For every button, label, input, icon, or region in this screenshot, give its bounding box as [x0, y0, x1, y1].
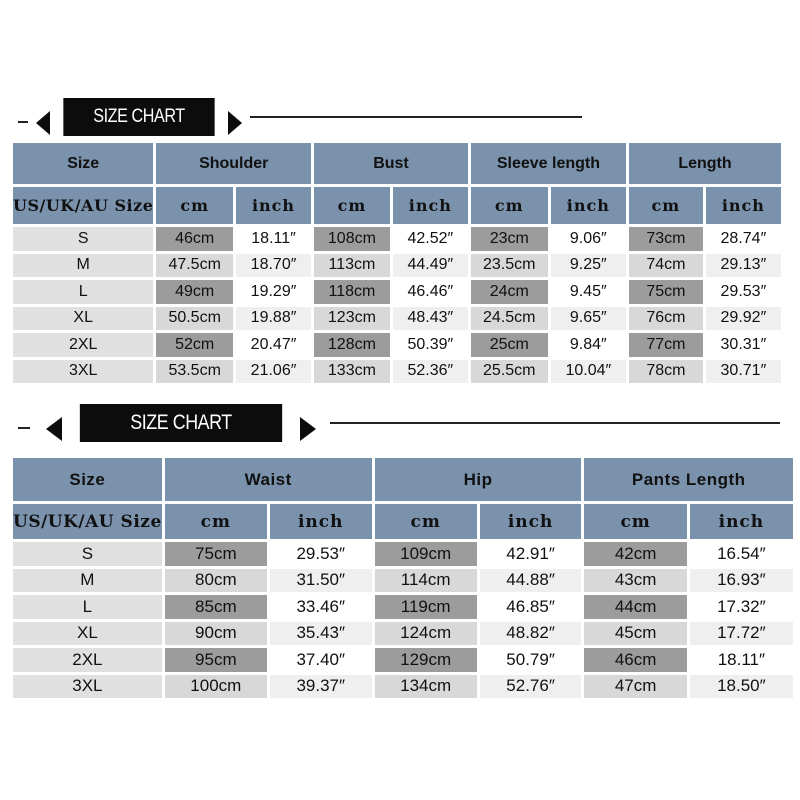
table-row: [13, 622, 793, 646]
banner-ribbon-right: [300, 417, 316, 441]
cm-value-cell: 73cm: [629, 227, 703, 251]
inch-value-cell: 29.92″: [706, 307, 781, 331]
inch-value-cell: 29.53″: [706, 280, 781, 304]
hip-header: Hip: [375, 458, 582, 501]
cm-value-cell: 46cm: [156, 227, 233, 251]
cm-value-cell: 24.5cm: [471, 307, 548, 331]
cm-value-cell: 133cm: [314, 360, 390, 384]
bottom-size-table: [10, 455, 796, 701]
cm-value-cell: 95cm: [165, 648, 267, 672]
cm-value-cell: 114cm: [375, 569, 477, 593]
inch-header: inch: [690, 504, 793, 539]
inch-value-cell: 9.65″: [551, 307, 626, 331]
cm-value-cell: 85cm: [165, 595, 267, 619]
cm-value-cell: 74cm: [629, 254, 703, 278]
inch-value-cell: 17.32″: [690, 595, 793, 619]
cm-value-cell: 23cm: [471, 227, 548, 251]
table-row: [13, 227, 781, 251]
subheader-row: [13, 187, 781, 224]
inch-value-cell: 18.50″: [690, 675, 793, 699]
inch-header: inch: [706, 187, 781, 224]
size-cell: XL: [13, 622, 162, 646]
length-header: Length: [629, 143, 781, 184]
inch-value-cell: 30.71″: [706, 360, 781, 384]
size-cell: 2XL: [13, 333, 153, 357]
banner-title: SIZE CHART: [63, 98, 214, 136]
table-row: [13, 280, 781, 304]
inch-value-cell: 16.93″: [690, 569, 793, 593]
size-chart-banner-bottom: [0, 404, 800, 454]
inch-value-cell: 10.04″: [551, 360, 626, 384]
inch-value-cell: 50.79″: [480, 648, 582, 672]
waist-header: Waist: [165, 458, 372, 501]
table-row: [13, 542, 793, 566]
inch-value-cell: 48.82″: [480, 622, 582, 646]
size-cell: S: [13, 542, 162, 566]
banner-rule: [250, 116, 582, 118]
inch-value-cell: 30.31″: [706, 333, 781, 357]
inch-value-cell: 52.76″: [480, 675, 582, 699]
cm-value-cell: 109cm: [375, 542, 477, 566]
cm-value-cell: 25cm: [471, 333, 548, 357]
cm-header: cm: [584, 504, 686, 539]
inch-header: inch: [551, 187, 626, 224]
cm-value-cell: 75cm: [629, 280, 703, 304]
cm-value-cell: 43cm: [584, 569, 686, 593]
table-row: [13, 254, 781, 278]
cm-value-cell: 129cm: [375, 648, 477, 672]
cm-value-cell: 75cm: [165, 542, 267, 566]
cm-value-cell: 77cm: [629, 333, 703, 357]
cm-value-cell: 53.5cm: [156, 360, 233, 384]
inch-value-cell: 44.88″: [480, 569, 582, 593]
cm-value-cell: 42cm: [584, 542, 686, 566]
inch-value-cell: 31.50″: [270, 569, 372, 593]
cm-value-cell: 52cm: [156, 333, 233, 357]
cm-value-cell: 23.5cm: [471, 254, 548, 278]
cm-value-cell: 100cm: [165, 675, 267, 699]
cm-value-cell: 49cm: [156, 280, 233, 304]
inch-value-cell: 39.37″: [270, 675, 372, 699]
bust-header: Bust: [314, 143, 468, 184]
cm-value-cell: 24cm: [471, 280, 548, 304]
inch-header: inch: [480, 504, 582, 539]
cm-value-cell: 119cm: [375, 595, 477, 619]
cm-value-cell: 44cm: [584, 595, 686, 619]
table-row: [13, 595, 793, 619]
table-row: [13, 569, 793, 593]
size-cell: 3XL: [13, 675, 162, 699]
cm-header: cm: [629, 187, 703, 224]
inch-value-cell: 9.06″: [551, 227, 626, 251]
table-row: [13, 333, 781, 357]
inch-value-cell: 18.70″: [236, 254, 311, 278]
us-uk-au-size-header: US/UK/AU Size: [13, 187, 153, 224]
banner-ribbon-right: [228, 111, 242, 135]
cm-value-cell: 46cm: [584, 648, 686, 672]
cm-value-cell: 25.5cm: [471, 360, 548, 384]
inch-value-cell: 44.49″: [393, 254, 468, 278]
inch-value-cell: 19.29″: [236, 280, 311, 304]
size-cell: L: [13, 595, 162, 619]
cm-value-cell: 123cm: [314, 307, 390, 331]
header-row: [13, 458, 793, 501]
inch-value-cell: 35.43″: [270, 622, 372, 646]
banner-ribbon-left: [46, 417, 62, 441]
cm-header: cm: [156, 187, 233, 224]
cm-value-cell: 50.5cm: [156, 307, 233, 331]
pants-length-header: Pants Length: [584, 458, 793, 501]
cm-value-cell: 78cm: [629, 360, 703, 384]
inch-value-cell: 9.84″: [551, 333, 626, 357]
inch-value-cell: 33.46″: [270, 595, 372, 619]
cm-value-cell: 47.5cm: [156, 254, 233, 278]
cm-value-cell: 47cm: [584, 675, 686, 699]
inch-value-cell: 42.91″: [480, 542, 582, 566]
cm-value-cell: 128cm: [314, 333, 390, 357]
cm-value-cell: 80cm: [165, 569, 267, 593]
size-header: Size: [13, 143, 153, 184]
top-size-table: [10, 140, 784, 386]
banner-dash-left: [18, 121, 28, 123]
cm-value-cell: 45cm: [584, 622, 686, 646]
inch-value-cell: 46.85″: [480, 595, 582, 619]
inch-value-cell: 50.39″: [393, 333, 468, 357]
size-cell: XL: [13, 307, 153, 331]
cm-value-cell: 134cm: [375, 675, 477, 699]
banner-rule: [330, 422, 780, 424]
shoulder-header: Shoulder: [156, 143, 311, 184]
cm-value-cell: 124cm: [375, 622, 477, 646]
table-row: [13, 648, 793, 672]
cm-value-cell: 108cm: [314, 227, 390, 251]
inch-value-cell: 37.40″: [270, 648, 372, 672]
size-cell: 2XL: [13, 648, 162, 672]
table-row: [13, 307, 781, 331]
size-cell: M: [13, 569, 162, 593]
cm-header: cm: [314, 187, 390, 224]
inch-header: inch: [270, 504, 372, 539]
inch-value-cell: 18.11″: [690, 648, 793, 672]
size-cell: 3XL: [13, 360, 153, 384]
header-row: [13, 143, 781, 184]
inch-value-cell: 42.52″: [393, 227, 468, 251]
inch-value-cell: 29.13″: [706, 254, 781, 278]
inch-value-cell: 18.11″: [236, 227, 311, 251]
inch-value-cell: 19.88″: [236, 307, 311, 331]
inch-value-cell: 20.47″: [236, 333, 311, 357]
inch-value-cell: 17.72″: [690, 622, 793, 646]
inch-value-cell: 9.45″: [551, 280, 626, 304]
banner-title: SIZE CHART: [80, 404, 282, 442]
inch-header: inch: [236, 187, 311, 224]
size-header: Size: [13, 458, 162, 501]
size-cell: L: [13, 280, 153, 304]
inch-value-cell: 21.06″: [236, 360, 311, 384]
inch-header: inch: [393, 187, 468, 224]
cm-header: cm: [375, 504, 477, 539]
inch-value-cell: 16.54″: [690, 542, 793, 566]
inch-value-cell: 29.53″: [270, 542, 372, 566]
inch-value-cell: 46.46″: [393, 280, 468, 304]
banner-ribbon-left: [36, 111, 50, 135]
cm-header: cm: [165, 504, 267, 539]
cm-value-cell: 113cm: [314, 254, 390, 278]
banner-dash-left: [18, 427, 30, 429]
cm-header: cm: [471, 187, 548, 224]
cm-value-cell: 118cm: [314, 280, 390, 304]
size-cell: M: [13, 254, 153, 278]
cm-value-cell: 76cm: [629, 307, 703, 331]
inch-value-cell: 28.74″: [706, 227, 781, 251]
size-cell: S: [13, 227, 153, 251]
table-row: [13, 675, 793, 699]
sleeve-length-header: Sleeve length: [471, 143, 626, 184]
inch-value-cell: 9.25″: [551, 254, 626, 278]
subheader-row: [13, 504, 793, 539]
table-row: [13, 360, 781, 384]
inch-value-cell: 52.36″: [393, 360, 468, 384]
us-uk-au-size-header: US/UK/AU Size: [13, 504, 162, 539]
cm-value-cell: 90cm: [165, 622, 267, 646]
inch-value-cell: 48.43″: [393, 307, 468, 331]
